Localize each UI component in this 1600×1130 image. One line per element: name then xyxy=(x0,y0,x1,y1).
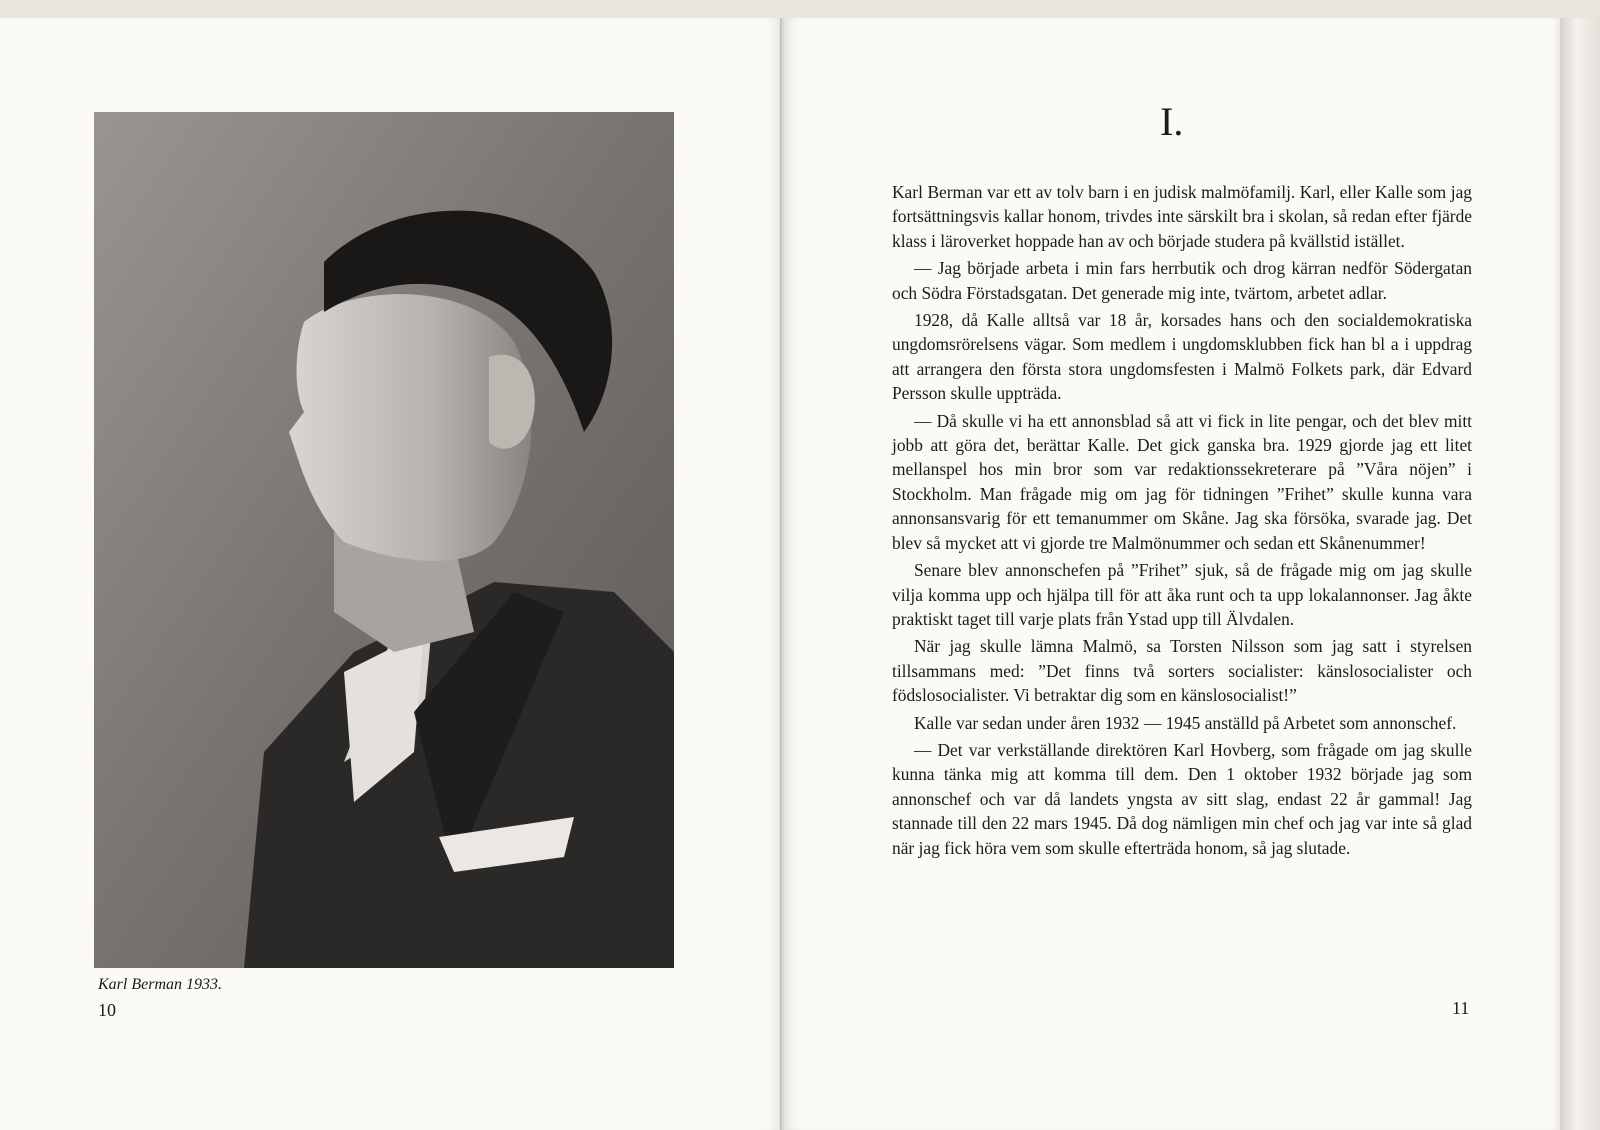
paragraph: Kalle var sedan under åren 1932 — 1945 anställd på Arbetet som annonschef. xyxy=(914,712,1457,733)
paragraph: När jag skulle lämna Malmö, sa Torsten Nilsson som jag satt i styrelsen tillsammans med: ”Det finns två sorters socialister: känslosocialister och födslosocialister. Vi betraktar dig som en känslosocialist!” xyxy=(892,636,1472,706)
photo-caption: Karl Berman 1933. xyxy=(98,976,222,993)
portrait-photo xyxy=(94,112,674,968)
paragraph: 1928, då Kalle alltså var 18 år, korsades hans och den socialdemokratiska ungdomsrörelsens vägar. Som medlem i ungdomsklubben fick han bl a i uppdrag att arrangera den första stora ungdomsfesten i Malmö Folkets park, där Edvard Persson skulle uppträda. xyxy=(892,310,1472,404)
paragraph: — Det var verkställande direktören Karl Hovberg, som frågade om jag skulle kunna tänka mig att komma till dem. Den 1 oktober 1932 började jag som annonschef och var då landets yngsta av sitt slag, endast 22 år gammal! Jag stannade till den 22 mars 1945. Då dog nämligen min chef och jag var inte så glad när jag fick höra vem som skulle efterträda honom, så jag slutade. xyxy=(892,739,1472,858)
paragraph: Senare blev annonschefen på ”Frihet” sjuk, så de frågade mig om jag skulle vilja komma upp och hjälpa till för att åka runt och ta upp lokalannonser. Jag åkte praktiskt taget till varje plats från Ystad upp till Älvdalen. xyxy=(892,560,1472,629)
paragraph: — Jag började arbeta i min fars herrbutik och drog kärran nedför Södergatan och Södra Förstadsgatan. Det generade mig inte, tvärtom, arbetet adlar. xyxy=(892,258,1472,303)
page-edge xyxy=(1560,18,1600,1130)
body-text xyxy=(892,180,1472,863)
page-number-left: 10 xyxy=(98,1000,116,1020)
page-number-right: 11 xyxy=(1452,998,1470,1018)
chapter-heading: I. xyxy=(1160,99,1184,144)
paragraph: — Då skulle vi ha ett annonsblad så att vi fick in lite pengar, och det blev mitt jobb att göra det, berättar Kalle. Det gick ganska bra. 1929 gjorde jag ett litet mellanspel hos min bror som var redaktionssekreterare på ”Våra nöjen” i Stockholm. Man frågade mig om jag för tidningen ”Frihet” skulle kunna vara annonsansvarig för ett temanummer om Skåne. Jag ska försöka, svarade jag. Det blev så mycket att vi gjorde tre Malmönummer och sedan ett Skånenummer! xyxy=(892,410,1472,553)
paragraph: Karl Berman var ett av tolv barn i en judisk malmöfamilj. Karl, eller Kalle som jag fortsättningsvis kallar honom, trivdes inte särskilt bra i skolan, så redan efter fjärde klass i läroverket hoppade han av och började studera på kvällstid istället. xyxy=(892,182,1472,251)
portrait-illustration xyxy=(94,112,674,968)
